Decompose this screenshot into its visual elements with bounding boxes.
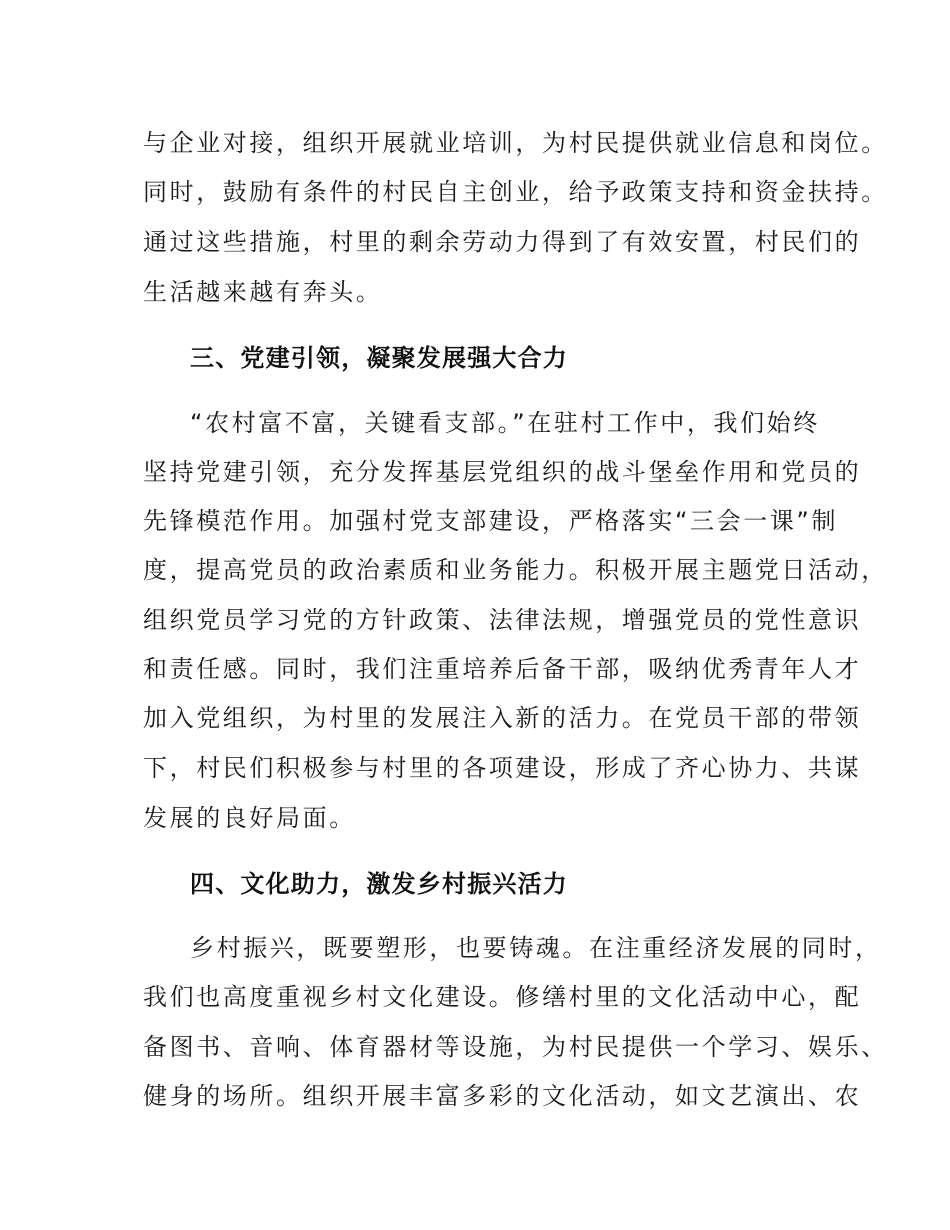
section-heading-3: 三、党建引领，凝聚发展强大合力	[190, 344, 568, 372]
paragraph-line: 度，提高党员的政治素质和业务能力。积极开展主题党日活动，	[143, 556, 888, 584]
paragraph-line: 我们也高度重视乡村文化建设。修缮村里的文化活动中心，配	[143, 983, 862, 1011]
paragraph-line: 先锋模范作用。加强村党支部建设，严格落实“三会一课”制	[143, 507, 839, 535]
paragraph-line: 同时，鼓励有条件的村民自主创业，给予政策支持和资金扶持。	[143, 178, 888, 206]
paragraph-line: 与企业对接，组织开展就业培训，为村民提供就业信息和岗位。	[143, 129, 888, 157]
paragraph-line: 发展的良好局面。	[143, 804, 356, 832]
paragraph-line: 健身的场所。组织开展丰富多彩的文化活动，如文艺演出、农	[143, 1082, 862, 1110]
paragraph-line: 乡村振兴，既要塑形，也要铸魂。在注重经济发展的同时，	[190, 934, 882, 962]
section-heading-4: 四、文化助力，激发乡村振兴活力	[190, 870, 568, 898]
paragraph-line: 通过这些措施，村里的剩余劳动力得到了有效安置，村民们的	[143, 228, 862, 256]
paragraph-line: 生活越来越有奔头。	[143, 278, 383, 306]
paragraph-line: “农村富不富，关键看支部。”在驻村工作中，我们始终	[190, 409, 820, 437]
paragraph-line: 和责任感。同时，我们注重培养后备干部，吸纳优秀青年人才	[143, 655, 862, 683]
paragraph-line: 坚持党建引领，充分发挥基层党组织的战斗堡垒作用和党员的	[143, 458, 862, 486]
paragraph-line: 下，村民们积极参与村里的各项建设，形成了齐心协力、共谋	[143, 754, 862, 782]
paragraph-line: 加入党组织，为村里的发展注入新的活力。在党员干部的带领	[143, 704, 862, 732]
paragraph-line: 组织党员学习党的方针政策、法律法规，增强党员的党性意识	[143, 606, 862, 634]
paragraph-line: 备图书、音响、体育器材等设施，为村民提供一个学习、娱乐、	[143, 1033, 888, 1061]
